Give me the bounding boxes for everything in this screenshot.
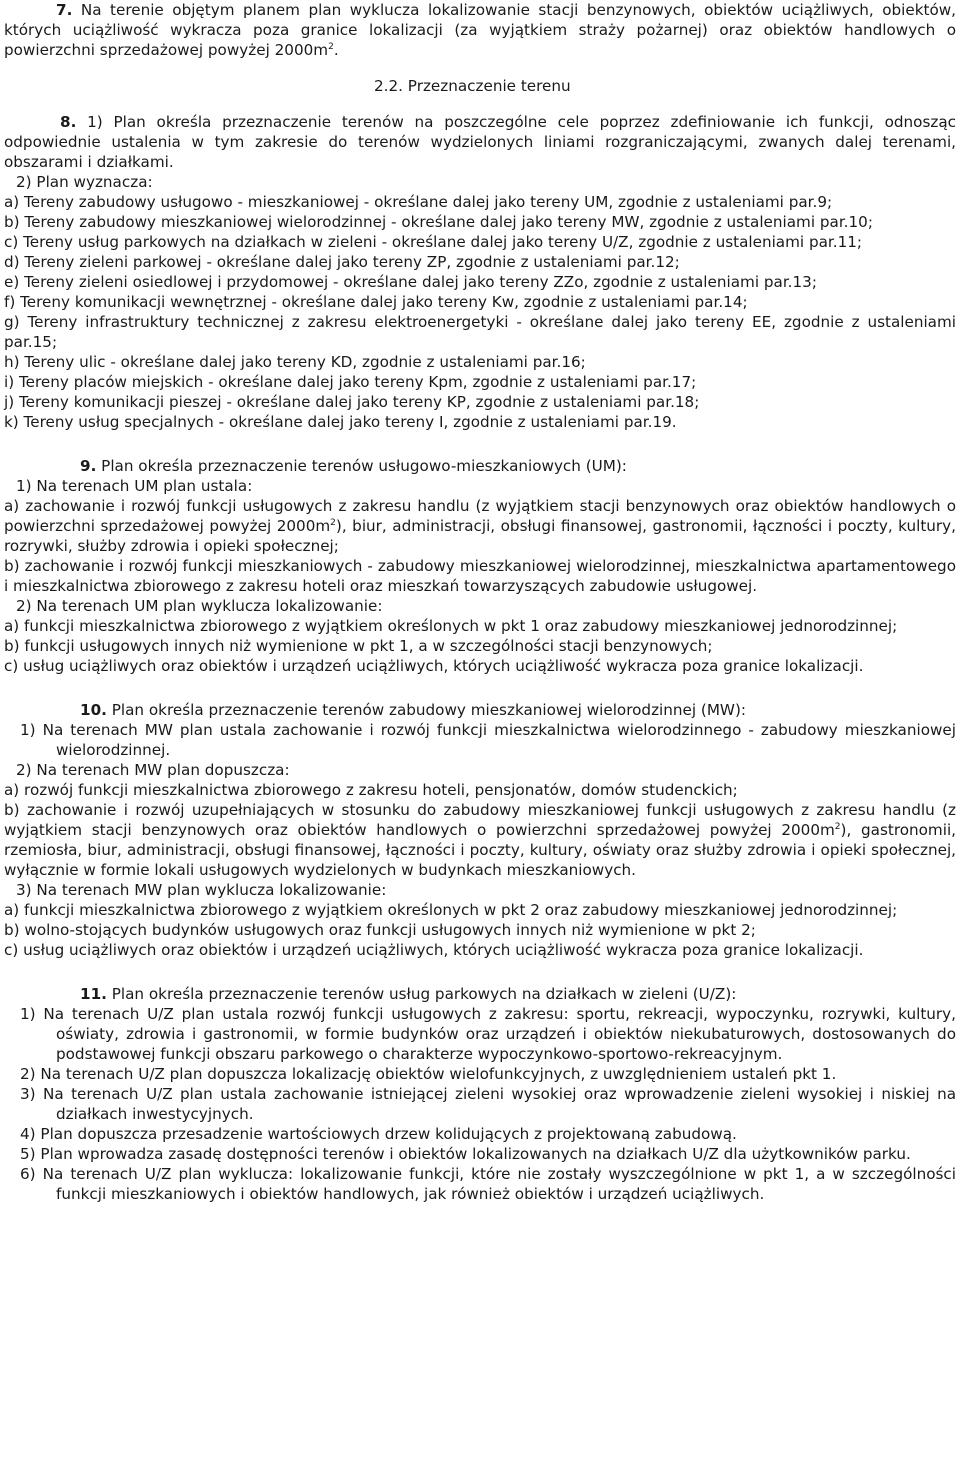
paragraph-9 [4,456,956,476]
list-item: a) funkcji mieszkalnictwa zbiorowego z wyjątkiem określonych w pkt 2 oraz zabudowy mieszkaniowej jednorodzinnej; [4,901,898,919]
list-item-text: a) zachowanie i rozwój funkcji usługowych z zakresu handlu (z wyjątkiem stacji benzynowych oraz obiektów handlowych o powierzchni sprzedażowej powyżej 2000m [4,497,956,535]
subpoint: 2) Na terenach MW plan dopuszcza: [16,761,290,779]
list-item-text: ), gastronomii, rzemiosła, biur, administracji, obsługi finansowej, łączności i poczty, kultury, oświaty oraz służby zdrowia i opieki społecznej, wyłącznie w formie lokali usługowych wydzielonych w budynkach mieszkaniowych. [4,821,956,879]
list-item: c) usług uciążliwych oraz obiektów i urządzeń uciążliwych, których uciążliwość wykracza poza granice lokalizacji. [4,941,864,959]
list-item: j) Tereny komunikacji pieszej - określane dalej jako tereny KP, zgodnie z ustaleniami par.18; [4,393,700,411]
paragraph-text: 1) Plan określa przeznaczenie terenów na poszczególne cele poprzez zdefiniowanie ich funkcji, odnosząc odpowiednie ustalenia w tym zakresie do terenów wydzielonych liniami rozgraniczającymi, zwanych dalej terenami, obszarami i działkami. [4,113,956,171]
list-item: 5) Plan wprowadza zasadę dostępności terenów i obiektów lokalizowanych na działkach U/Z dla użytkowników parku. [20,1145,911,1163]
paragraph-10 [4,700,956,720]
list-item: k) Tereny usług specjalnych - określane dalej jako tereny I, zgodnie z ustaleniami par.19. [4,413,677,431]
list-item: f) Tereny komunikacji wewnętrznej - określane dalej jako tereny Kw, zgodnie z ustaleniami par.14; [4,293,748,311]
paragraph-7 [4,0,956,60]
paragraph-text: Plan określa przeznaczenie terenów usług parkowych na działkach w zieleni (U/Z): [106,985,737,1003]
paragraph-number: 8. [60,113,77,131]
list-item: a) Tereny zabudowy usługowo - mieszkaniowej - określane dalej jako tereny UM, zgodnie z ustaleniami par.9; [4,193,833,211]
paragraph-tail: . [333,41,339,59]
paragraph-text: Plan określa przeznaczenie terenów zabudowy mieszkaniowej wielorodzinnej (MW): [106,701,746,719]
list-item: h) Tereny ulic - określane dalej jako tereny KD, zgodnie z ustaleniami par.16; [4,353,586,371]
paragraph-number: 9. [80,457,97,475]
superscript: 2 [328,41,334,52]
list-item: b) wolno-stojących budynków usługowych oraz funkcji usługowych innych niż wymienione w pkt 2; [4,921,756,939]
list-8 [4,192,956,432]
list-item: c) Tereny usług parkowych na działkach w zieleni - określane dalej jako tereny U/Z, zgodnie z ustaleniami par.11; [4,233,863,251]
list-item: 1) Na terenach U/Z plan ustala rozwój funkcji usługowych z zakresu: sportu, rekreacji, wypoczynku, rozrywki, kultury, oświaty, zdrowia i gastronomii, w formie budynków oraz urządzeń i obiektów niekubaturowych, dostosowanych do podstawowej funkcji obszaru parkowego o charakterze wypoczynkowo-sportowo-rekreacyjnym. [20,1005,956,1063]
list-item: g) Tereny infrastruktury technicznej z zakresu elektroenergetyki - określane dalej jako tereny EE, zgodnie z ustaleniami par.15; [4,313,956,351]
subpoint: 1) Na terenach UM plan ustala: [16,477,253,495]
subpoint: 2) Na terenach UM plan wyklucza lokalizowanie: [16,597,383,615]
list-item: e) Tereny zieleni osiedlowej i przydomowej - określane dalej jako tereny ZZo, zgodnie z ustaleniami par.13; [4,273,817,291]
list-item: a) funkcji mieszkalnictwa zbiorowego z wyjątkiem określonych w pkt 1 oraz zabudowy mieszkaniowej jednorodzinnej; [4,617,898,635]
subpoint: 3) Na terenach MW plan wyklucza lokalizowanie: [16,881,387,899]
superscript: 2 [330,517,336,528]
section-heading: 2.2. Przeznaczenie terenu [374,77,571,95]
list-item: b) Tereny zabudowy mieszkaniowej wielorodzinnej - określane dalej jako tereny MW, zgodnie z ustaleniami par.10; [4,213,873,231]
list-item: 2) Na terenach U/Z plan dopuszcza lokalizację obiektów wielofunkcyjnych, z uwzględnieniem ustaleń pkt 1. [20,1065,837,1083]
paragraph-text: Plan określa przeznaczenie terenów usługowo-mieszkaniowych (UM): [96,457,627,475]
superscript: 2 [834,821,841,832]
list-item: 4) Plan dopuszcza przesadzenie wartościowych drzew kolidujących z projektowaną zabudową. [20,1125,737,1143]
list-item: i) Tereny placów miejskich - określane dalej jako tereny Kpm, zgodnie z ustaleniami par.17; [4,373,697,391]
list-item: b) zachowanie i rozwój funkcji mieszkaniowych - zabudowy mieszkaniowej wielorodzinnej, mieszkalnictwa apartamentowego i mieszkalnictwa zbiorowego z zakresu hoteli oraz mieszkań towarzyszących zabudowie usługowej. [4,557,956,595]
paragraph-text: Na terenie objętym planem plan wyklucza lokalizowanie stacji benzynowych, obiektów uciążliwych, obiektów, których uciążliwość wykracza poza granice lokalizacji (za wyjątkiem straży pożarnej) oraz obiektów handlowych o powierzchni sprzedażowej powyżej 2000m [4,1,956,59]
paragraph-11 [4,984,956,1004]
list-item: 3) Na terenach U/Z plan ustala zachowanie istniejącej zieleni wysokiej oraz wprowadzenie zieleni wysokiej i niskiej na działkach inwestycyjnych. [20,1085,956,1123]
list-item: c) usług uciążliwych oraz obiektów i urządzeń uciążliwych, których uciążliwość wykracza poza granice lokalizacji. [4,657,864,675]
paragraph-8 [4,112,956,172]
list-item: d) Tereny zieleni parkowej - określane dalej jako tereny ZP, zgodnie z ustaleniami par.12; [4,253,680,271]
subpoint: 2) Plan wyznacza: [16,173,153,191]
list-item-text: b) zachowanie i rozwój uzupełniających w stosunku do zabudowy mieszkaniowej funkcji usługowych z zakresu handlu (z wyjątkiem stacji benzynowych oraz obiektów handlowych o powierzchni sprzedażowej powyżej 2000m [4,801,956,839]
paragraph-number: 11. [80,985,107,1003]
paragraph-number: 7. [56,1,73,19]
list-item [4,496,956,556]
list-item [4,800,956,880]
list-item: a) rozwój funkcji mieszkalnictwa zbiorowego z zakresu hoteli, pensjonatów, domów studenckich; [4,781,738,799]
list-item-text: ), biur, administracji, obsługi finansowej, gastronomii, łączności i poczty, kultury, rozrywki, służby zdrowia i opieki społecznej; [4,517,956,555]
list-item: b) funkcji usługowych innych niż wymienione w pkt 1, a w szczególności stacji benzynowych; [4,637,713,655]
list-item: 6) Na terenach U/Z plan wyklucza: lokalizowanie funkcji, które nie zostały wyszczególnione w pkt 1, a w szczególności funkcji mieszkaniowych i obiektów handlowych, jak również obiektów i urządzeń uciążliwych. [20,1165,956,1203]
paragraph-number: 10. [80,701,107,719]
subpoint: 1) Na terenach MW plan ustala zachowanie i rozwój funkcji mieszkalnictwa wielorodzinnego - zabudowy mieszkaniowej wielorodzinnej. [20,721,956,759]
